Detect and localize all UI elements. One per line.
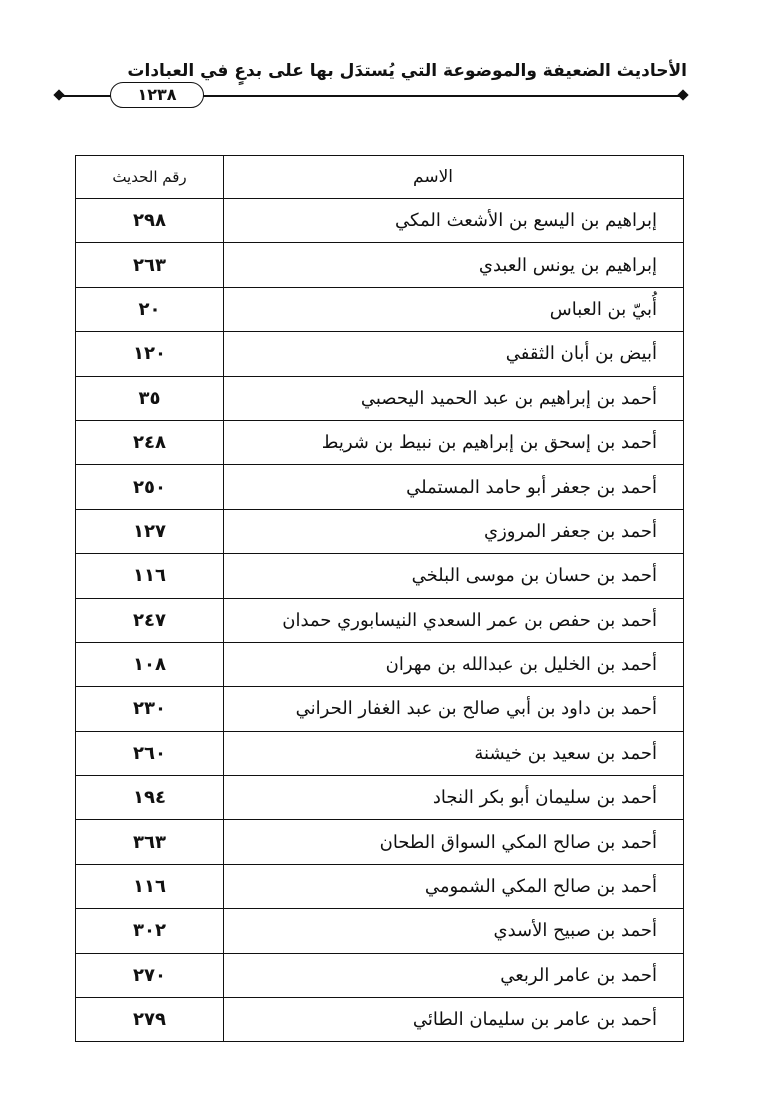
page-header xyxy=(55,55,687,110)
hadith-number: ٢٣٠ xyxy=(76,687,224,731)
narrator-name: أحمد بن صبيح الأسدي xyxy=(224,909,684,953)
hadith-number: ٣٦٣ xyxy=(76,820,224,864)
table-row xyxy=(76,598,684,642)
table-row xyxy=(76,420,684,464)
hadith-number: ٢٦٣ xyxy=(76,243,224,287)
hadith-number: ١٠٨ xyxy=(76,642,224,686)
hadith-number: ١١٦ xyxy=(76,864,224,908)
hadith-number: ١٢٠ xyxy=(76,332,224,376)
hadith-number: ١٩٤ xyxy=(76,776,224,820)
hadith-number: ٣٠٢ xyxy=(76,909,224,953)
narrators-index-table xyxy=(75,155,684,1042)
table-header-row xyxy=(76,156,684,199)
narrator-name: أحمد بن عامر الربعي xyxy=(224,953,684,997)
table-row xyxy=(76,820,684,864)
hadith-number: ٢٥٠ xyxy=(76,465,224,509)
narrator-name: أحمد بن جعفر المروزي xyxy=(224,509,684,553)
narrator-name: إبراهيم بن اليسع بن الأشعث المكي xyxy=(224,199,684,243)
table-row xyxy=(76,199,684,243)
narrator-name: أحمد بن حفص بن عمر السعدي النيسابوري حمدان xyxy=(224,598,684,642)
table-row xyxy=(76,909,684,953)
column-header-name: الاسم xyxy=(224,156,684,199)
narrator-name: أحمد بن عامر بن سليمان الطائي xyxy=(224,998,684,1042)
page-number: ١٢٣٨ xyxy=(110,82,204,108)
hadith-number: ٢٩٨ xyxy=(76,199,224,243)
table-row xyxy=(76,776,684,820)
hadith-number: ٢٦٠ xyxy=(76,731,224,775)
table-row xyxy=(76,554,684,598)
hadith-number: ١١٦ xyxy=(76,554,224,598)
table-row xyxy=(76,731,684,775)
table-row xyxy=(76,376,684,420)
column-header-hadith-number: رقم الحديث xyxy=(76,156,224,199)
book-title: الأحاديث الضعيفة والموضوعة التي يُستدَل بها على بدعٍ في العبادات xyxy=(127,61,687,81)
table-row xyxy=(76,687,684,731)
hadith-number: ٢٧٠ xyxy=(76,953,224,997)
table-row xyxy=(76,332,684,376)
hadith-number: ٢٧٩ xyxy=(76,998,224,1042)
narrator-name: أحمد بن حسان بن موسى البلخي xyxy=(224,554,684,598)
narrator-name: أحمد بن صالح المكي السواق الطحان xyxy=(224,820,684,864)
table-row xyxy=(76,998,684,1042)
narrator-name: أحمد بن داود بن أبي صالح بن عبد الغفار الحراني xyxy=(224,687,684,731)
left-diamond-ornament-icon xyxy=(53,89,64,100)
narrator-name: أحمد بن الخليل بن عبدالله بن مهران xyxy=(224,642,684,686)
table-row xyxy=(76,642,684,686)
narrator-name: أحمد بن إبراهيم بن عبد الحميد اليحصبي xyxy=(224,376,684,420)
table-row xyxy=(76,287,684,331)
table-row xyxy=(76,864,684,908)
table-row xyxy=(76,509,684,553)
hadith-number: ٣٥ xyxy=(76,376,224,420)
hadith-number: ٢٤٧ xyxy=(76,598,224,642)
narrator-name: أحمد بن سليمان أبو بكر النجاد xyxy=(224,776,684,820)
narrator-name: أبيض بن أبان الثقفي xyxy=(224,332,684,376)
hadith-number: ١٢٧ xyxy=(76,509,224,553)
hadith-number: ٢٤٨ xyxy=(76,420,224,464)
hadith-number: ٢٠ xyxy=(76,287,224,331)
narrator-name: أحمد بن إسحق بن إبراهيم بن نبيط بن شريط xyxy=(224,420,684,464)
table-row xyxy=(76,953,684,997)
narrator-name: أحمد بن جعفر أبو حامد المستملي xyxy=(224,465,684,509)
narrator-name: أُبيّ بن العباس xyxy=(224,287,684,331)
table-body xyxy=(76,199,684,1042)
narrator-name: أحمد بن سعيد بن خيشنة xyxy=(224,731,684,775)
narrator-name: إبراهيم بن يونس العبدي xyxy=(224,243,684,287)
right-diamond-ornament-icon xyxy=(677,89,688,100)
narrator-name: أحمد بن صالح المكي الشمومي xyxy=(224,864,684,908)
table-row xyxy=(76,465,684,509)
table-row xyxy=(76,243,684,287)
